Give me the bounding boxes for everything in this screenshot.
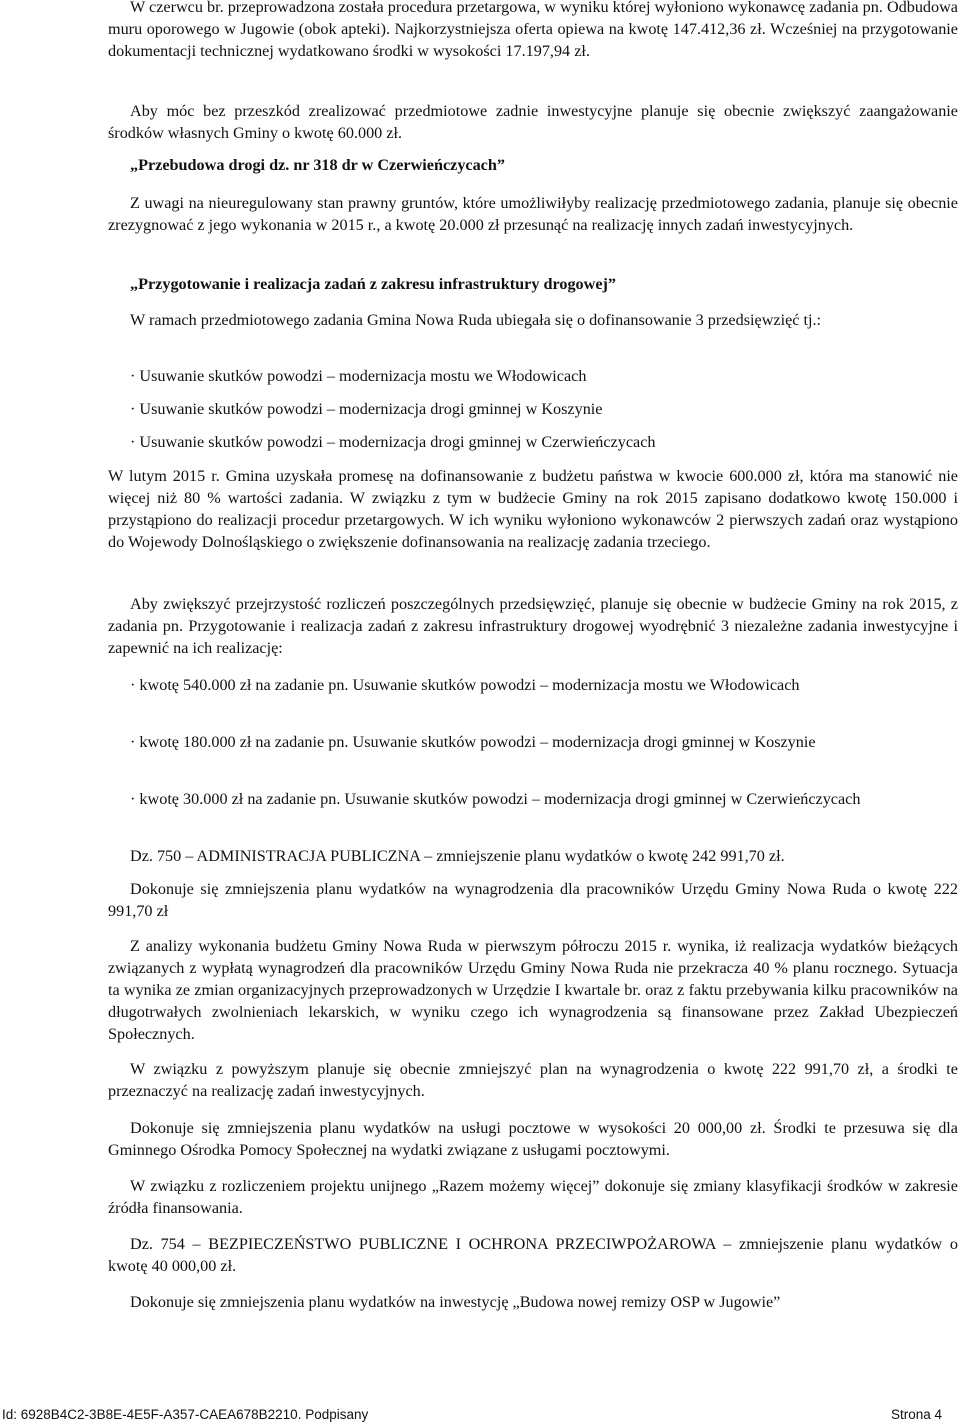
paragraph-wynagrodzenia: Dokonuje się zmniejszenia planu wydatków na wynagrodzenia dla pracowników Urzędu Gminy Nowa Ruda o kwotę 222 991,70 zł	[108, 880, 958, 920]
page-footer	[0, 1407, 960, 1427]
paragraph-zmniejszenie-planu: W związku z powyższym planuje się obecnie zmniejszyć plan na wynagrodzenia o kwotę 222 991,70 zł, a środki te przeznaczyć na realizację zadań inwestycyjnych.	[108, 1060, 958, 1100]
list-item-kwota-180: · kwotę 180.000 zł na zadanie pn. Usuwanie skutków powodzi – modernizacja drogi gminnej w Koszynie	[130, 733, 816, 751]
heading-dz-750: Dz. 750 – ADMINISTRACJA PUBLICZNA – zmniejszenie planu wydatków o kwotę 242 991,70 zł.	[130, 847, 785, 865]
list-item-most: · Usuwanie skutków powodzi – modernizacja mostu we Włodowicach	[130, 367, 587, 385]
paragraph-remiza: Dokonuje się zmniejszenia planu wydatków na inwestycję „Budowa nowej remizy OSP w Jugowie”	[130, 1293, 781, 1311]
paragraph-mur-oporowy: W czerwcu br. przeprowadzona została procedura przetargowa, w wyniku której wyłoniono wykonawcę zadania pn. Odbudowa muru oporowego w Jugowie (obok apteki). Najkorzystniejsza oferta opiewa na kwotę 147.412,36 zł. Wcześniej na przygotowanie dokumentacji technicznej wydatkowano środki w wysokości 17.197,94 zł.	[108, 0, 958, 60]
paragraph-projekt-unijny: W związku z rozliczeniem projektu unijnego „Razem możemy więcej” dokonuje się zmiany klasyfikacji środków w zakresie źródła finansowania.	[108, 1177, 958, 1217]
paragraph-dofinansowanie: W ramach przedmiotowego zadania Gmina Nowa Ruda ubiegała się o dofinansowanie 3 przedsięwzięć tj.:	[130, 311, 822, 329]
list-item-czerwienczyce: · Usuwanie skutków powodzi – modernizacja drogi gminnej w Czerwieńczycach	[130, 433, 656, 451]
heading-przebudowa-drogi: „Przebudowa drogi dz. nr 318 dr w Czerwieńczycach”	[130, 156, 505, 174]
paragraph-analiza: Z analizy wykonania budżetu Gminy Nowa Ruda w pierwszym półroczu 2015 r. wynika, iż realizacja wydatków bieżących związanych z wypłatą wynagrodzeń dla pracowników Urzędu Gminy Nowa Ruda nie przekracza 40 % planu rocznego. Sytuacja ta wynika ze zmian organizacyjnych przeprowadzonych w Urzędzie I kwartale br. oraz z faktu przebywania kilku pracowników na długotrwałych zwolnieniach lekarskich, w wyniku czego ich wynagrodzenia są finansowane przez Zakład Ubezpieczeń Społecznych.	[108, 937, 958, 1043]
page-number: Strona 4	[890, 1407, 942, 1422]
paragraph-promesa: W lutym 2015 r. Gmina uzyskała promesę na dofinansowanie z budżetu państwa w kwocie 600.000 zł, która ma stanowić nie więcej niż 80 % wartości zadania. W związku z tym w budżecie Gminy na rok 2015 zapisano dodatkowo kwotę 150.000 i przystąpiono do realizacji procedur przetargowych. W ich wyniku wyłoniono wykonawców 2 pierwszych zadań oraz wystąpiono do Wojewody Dolnośląskiego o zwiększenie dofinansowania na realizację zadania trzeciego.	[108, 467, 958, 551]
heading-infrastruktura-drogowa: „Przygotowanie i realizacja zadań z zakresu infrastruktury drogowej”	[130, 275, 617, 293]
heading-dz-754: Dz. 754 – BEZPIECZEŃSTWO PUBLICZNE I OCHRONA PRZECIWPOŻAROWA – zmniejszenie planu wydatków o kwotę 40 000,00 zł.	[108, 1235, 958, 1275]
list-item-koszyn: · Usuwanie skutków powodzi – modernizacja drogi gminnej w Koszynie	[130, 400, 603, 418]
paragraph-przejrzystosc: Aby zwiększyć przejrzystość rozliczeń poszczególnych przedsięwzięć, planuje się obecnie w budżecie Gminy na rok 2015, z zadania pn. Przygotowanie i realizacja zadań z zakresu infrastruktury drogowej wyodrębnić 3 niezależne zadania inwestycyjne i zapewnić na ich realizację:	[108, 595, 958, 657]
paragraph-uslugi-pocztowe: Dokonuje się zmniejszenia planu wydatków na usługi pocztowe w wysokości 20 000,00 zł. Środki te przesuwa się dla Gminnego Ośrodka Pomocy Społecznej na wydatki związane z usługami pocztowymi.	[108, 1119, 958, 1159]
document-id: Id: 6928B4C2-3B8E-4E5F-A357-CAEA678B2210. Podpisany	[2, 1407, 369, 1422]
paragraph-rezygnacja: Z uwagi na nieuregulowany stan prawny gruntów, które umożliwiłyby realizację przedmiotowego zadania, planuje się obecnie zrezygnować z jego wykonania w 2015 r., a kwotę 20.000 zł przesunąć na realizację innych zadań inwestycyjnych.	[108, 194, 958, 234]
paragraph-srodki-wlasne: Aby móc bez przeszkód zrealizować przedmiotowe zadnie inwestycyjne planuje się obecnie zwiększyć zaangażowanie środków własnych Gminy o kwotę 60.000 zł.	[108, 102, 958, 142]
list-item-kwota-30: · kwotę 30.000 zł na zadanie pn. Usuwanie skutków powodzi – modernizacja drogi gminnej w Czerwieńczycach	[130, 790, 861, 808]
list-item-kwota-540: · kwotę 540.000 zł na zadanie pn. Usuwanie skutków powodzi – modernizacja mostu we Włodowicach	[130, 676, 800, 694]
